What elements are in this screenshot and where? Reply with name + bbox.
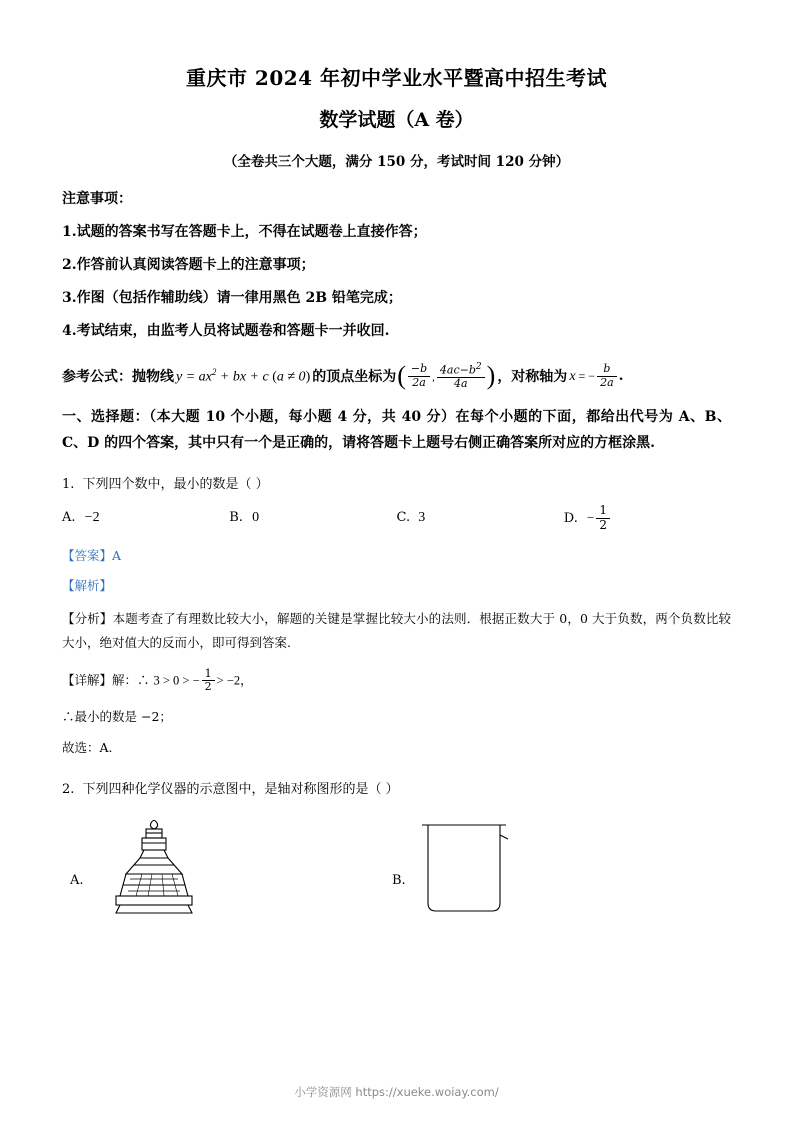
answer-value: A <box>112 548 122 564</box>
formula-vertex-value: ( $\frac{-b}{2a}$ , $\frac{4ac-b^2}{4a}$ ) <box>397 361 496 391</box>
beaker-icon <box>414 821 524 926</box>
page-subtitle: 数学试题（A 卷） <box>319 109 474 131</box>
question-1-detail: 【详解】解：∴ 3 > 0 > − $\frac{1}{2}$ > −2， <box>62 666 253 694</box>
detail-label: 【详解】 <box>62 672 113 688</box>
option-b-value: 0 <box>252 510 260 526</box>
question-1-number: 1. <box>62 476 75 492</box>
question-1-answer <box>62 546 731 564</box>
detail-comma: ， <box>240 672 253 688</box>
formula-label: 参考公式：抛物线 <box>62 369 174 386</box>
option-a-value: −2 <box>84 510 100 526</box>
formula-axis-value: x = − $\frac{b}{2a}$ <box>569 363 618 389</box>
reference-formula <box>62 362 731 391</box>
formula-vertex-text: 的顶点坐标为 <box>312 369 397 386</box>
option-b-key: B. <box>229 510 243 526</box>
question-2-text: 下列四种化学仪器的示意图中，是轴对称图形的是（ ） <box>82 782 399 798</box>
option-a[interactable] <box>62 510 229 526</box>
option-d-value: − $\frac{1}{2}$ <box>587 511 612 526</box>
question-1-options <box>62 504 731 533</box>
figure-a-key: A. <box>70 873 84 889</box>
notice-item-2: 2.作答前认真阅读答题卡上的注意事项； <box>62 257 315 273</box>
answer-label: 【答案】 <box>62 548 113 564</box>
question-1-explain-label: 【解析】 <box>62 578 113 594</box>
alcohol-lamp-icon <box>94 817 214 932</box>
footer-watermark: 小学资源网 https://xueke.woiay.com/ <box>294 1085 499 1099</box>
option-d-key: D. <box>563 510 578 526</box>
option-b[interactable] <box>229 510 396 526</box>
formula-axis-text: ，对称轴为 <box>497 369 568 386</box>
formula-period: . <box>618 368 624 385</box>
option-d[interactable] <box>564 504 731 533</box>
question-2-stem <box>62 778 731 797</box>
question-2-figures <box>62 811 731 931</box>
question-1-stem <box>62 473 731 492</box>
section-one-heading: 一、选择题：（本大题 10 个小题，每小题 4 分，共 40 分）在每个小题的下面，都给出代号为 A、B、C、D 的四个答案，其中只有一个是正确的，请将答题卡上题号右侧正确答案所对应的方框涂黑. <box>62 408 731 451</box>
exam-info-note: （全卷共三个大题，满分 150 分，考试时间 120 分钟） <box>223 154 570 170</box>
page-title: 重庆市 2024 年初中学业水平暨高中招生考试 <box>185 66 608 90</box>
question-1-detail-line2: ∴最小的数是 −2； <box>62 709 172 725</box>
question-1-detail-line3: 故选：A. <box>62 740 113 756</box>
notice-item-3: 3.作图（包括作辅助线）请一律用黑色 2B 铅笔完成； <box>62 290 402 306</box>
notice-heading: 注意事项： <box>62 191 132 207</box>
option-a-key: A. <box>62 510 76 526</box>
question-2-number: 2. <box>62 782 75 798</box>
option-c[interactable] <box>397 510 564 526</box>
analysis-text: 本题考查了有理数比较大小，解题的关键是掌握比较大小的法则．根据正数大于 0，0 大于负数，两个负数比较大小，绝对值大的反而小，即可得到答案. <box>62 611 731 651</box>
formula-expression: $y = ax^2$ + bx + c (a ≠ 0) <box>176 367 311 385</box>
option-c-key: C. <box>396 510 411 526</box>
figure-b-key: B. <box>392 873 406 889</box>
question-1-analysis <box>62 607 731 655</box>
notice-item-1: 1.试题的答案书写在答题卡上，不得在试题卷上直接作答； <box>62 224 427 240</box>
notice-item-4: 4.考试结束，由监考人员将试题卷和答题卡一并收回. <box>62 323 390 339</box>
option-c-value: 3 <box>418 510 426 526</box>
detail-text: 解：∴ <box>112 672 154 688</box>
analysis-label: 【分析】 <box>62 611 113 627</box>
question-1-text: 下列四个数中，最小的数是（ ） <box>82 476 269 492</box>
